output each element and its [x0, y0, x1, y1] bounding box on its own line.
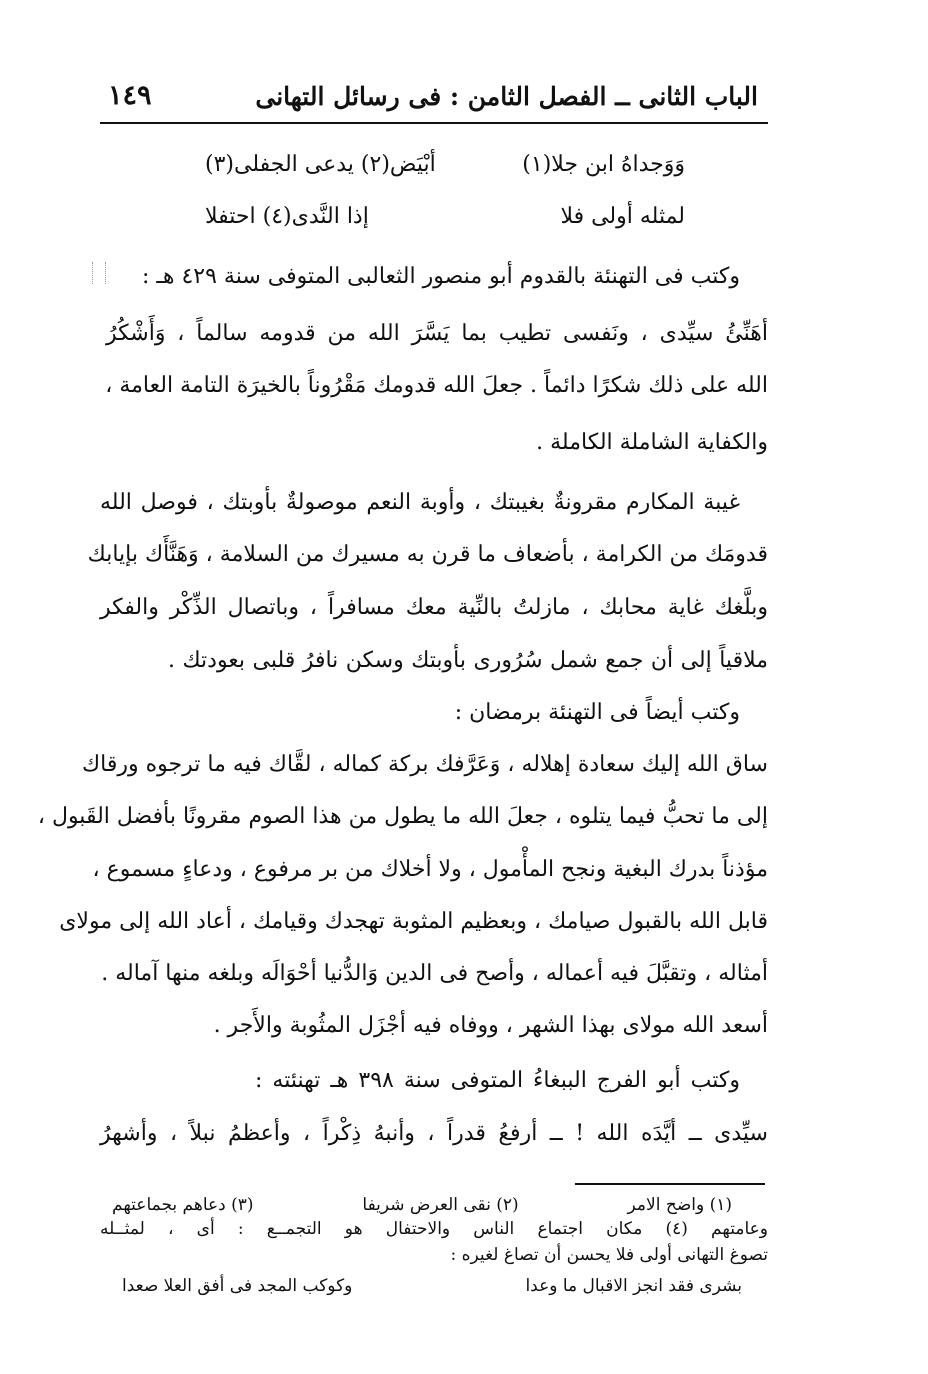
- poem-hemistich: وَوَجداهُ ابن جلا(١): [522, 152, 685, 177]
- text-line: وبلَّغك غاية محابك ، مازلتُ بالنِّية معك مسافراً ، وباتصال الذِّكْر والفكر: [100, 595, 768, 620]
- poem-line: [205, 204, 685, 229]
- text-line: والكفاية الشاملة الكاملة .: [536, 430, 768, 455]
- poem-line: [205, 152, 685, 177]
- margin-mark: [92, 262, 106, 284]
- text-line: ملاقياً إلى أن جمع شمل سُرُورى بأوبتك وسكن نافرُ قلبى بعودتك .: [168, 648, 768, 673]
- text-line: غيبة المكارم مقرونةٌ بغيبتك ، وأوبة النعم موصولةٌ بأوبتك ، فوصل الله: [100, 490, 740, 515]
- text-line: قدومَك من الكرامة ، بأضعاف ما قرن به مسيرك من السلامة ، وَهَنَّأَك بإيابك: [87, 542, 768, 567]
- text-line: أهَنِّئُ سيِّدى ، ونَفسى تطيب بما يَسَّرَ الله من قدومه سالماً ، وَأَشْكُرُ: [106, 321, 768, 346]
- text-line: وكتب أبو الفرج الببغاءُ المتوفى سنة ٣٩٨ هـ تهنئته :: [255, 1068, 740, 1093]
- poem-hemistich: لمثله أولى فلا: [560, 204, 685, 229]
- footnote-line: [112, 1195, 732, 1215]
- text-line: وكتب فى التهنئة بالقدوم أبو منصور الثعالبى المتوفى سنة ٤٢٩ هـ :: [142, 264, 740, 289]
- running-header: [100, 78, 768, 124]
- text-line: أسعد الله مولاى بهذا الشهر ، ووفاه فيه أجْزَل المثُوبة والأَجر .: [213, 1013, 768, 1038]
- footnote-verse-hemistich: بشرى فقد انجز الاقبال ما وعدا: [525, 1276, 742, 1296]
- footnote-verse: [122, 1276, 742, 1296]
- text-line: سيِّدى ــ أيَّدَه الله ! ــ أرفعُ قدراً ، وأنبهُ ذِكْراً ، وأعظمُ نبلاً ، وأشهرُ: [100, 1121, 768, 1146]
- footnote-line: تصوغ التهانى أولى فلا يحسن أن تصاغ لغيره :: [450, 1245, 768, 1265]
- footnote-1: (١) واضح الامر: [627, 1195, 732, 1215]
- text-line: الله على ذلك شكرًا دائماً . جعلَ الله قدومك مَقْرُوناً بالخيرَة التامة العامة ،: [105, 373, 768, 398]
- page-number: ١٤٩: [108, 80, 152, 111]
- footnote-line: وعامتهم (٤) مكان اجتماع الناس والاحتفال هو التجمــع : أى ، لمثــله: [100, 1219, 768, 1239]
- text-line: مؤذناً بدرك البغية ونجح المأْمول ، ولا أخلاك من بر مرفوع ، ودعاءٍ مسموع ،: [92, 857, 768, 882]
- text-line: ساق الله إليك سعادة إهلاله ، وَعَرَّفك بركة كماله ، لقَّاك فيه ما ترجوه ورقاك: [82, 752, 768, 777]
- chapter-title: الباب الثانى ــ الفصل الثامن : فى رسائل التهانى: [255, 82, 758, 111]
- poem-hemistich: إذا النَّدى(٤) احتفلا: [205, 204, 369, 229]
- text-line: أمثاله ، وتقبَّلَ فيه أعماله ، وأصح فى الدين وَالدُّنيا أحْوَالَه وبلغه منها آماله .: [101, 961, 768, 986]
- footnote-2: (٢) نقى العرض شريفا: [362, 1195, 519, 1215]
- footnote-rule: [575, 1183, 765, 1185]
- text-line: إلى ما تحبُّ فيما يتلوه ، جعلَ الله ما يطول من هذا الصوم مقرونًا بأفضل القَبول ،: [37, 804, 768, 829]
- poem-hemistich: أبْيَض(٢) يدعى الجفلى(٣): [205, 152, 436, 177]
- text-line: قابل الله بالقبول صيامك ، وبعظيم المثوبة تهجدك وقيامك ، أعاد الله إلى مولاى: [59, 909, 768, 934]
- text-line: وكتب أيضاً فى التهنئة برمضان :: [454, 700, 740, 725]
- footnote-verse-hemistich: وكوكب المجد فى أفق العلا صعدا: [122, 1276, 353, 1296]
- footnote-3: (٣) دعاهم بجماعتهم: [112, 1195, 254, 1215]
